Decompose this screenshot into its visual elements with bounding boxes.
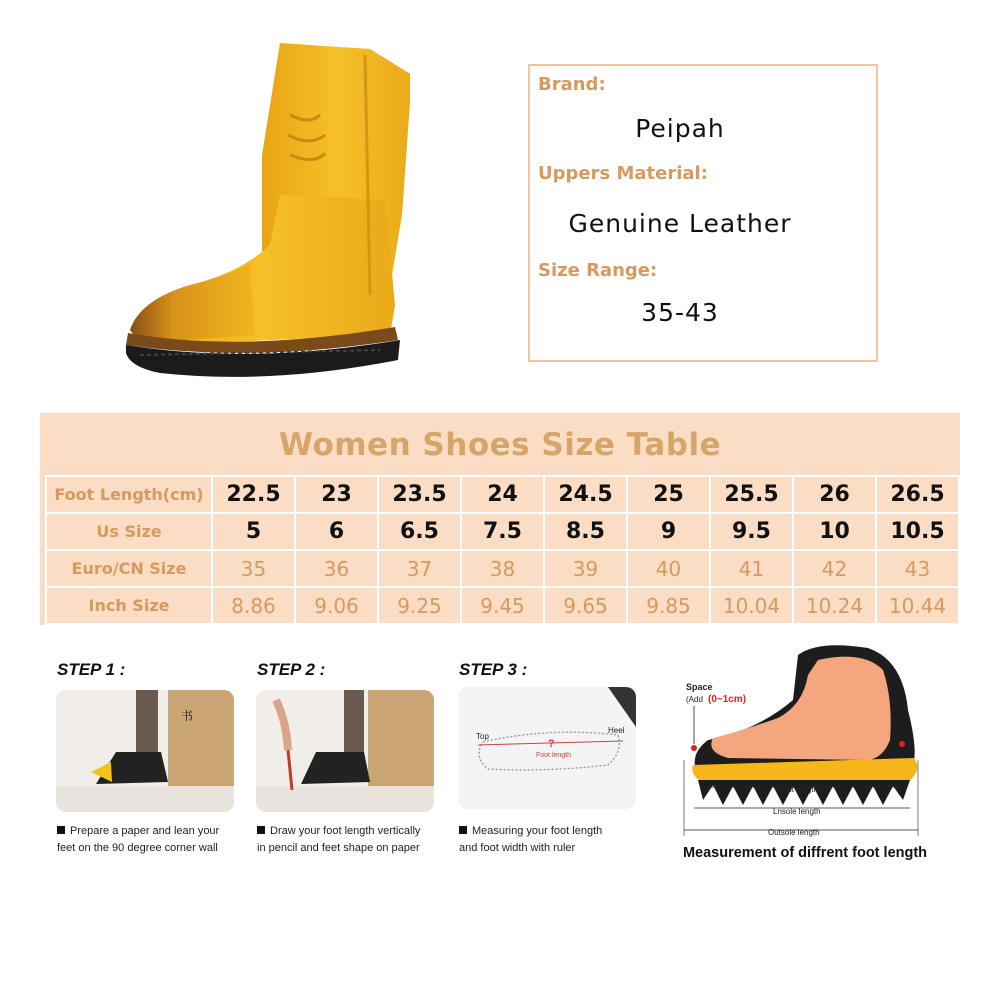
step-2-line2: in pencil and feet shape on paper — [257, 842, 420, 854]
table-cell: 5 — [212, 513, 295, 550]
table-cell: 23 — [295, 476, 378, 513]
table-row — [46, 513, 959, 550]
material-value: Genuine Leather — [568, 209, 792, 238]
table-cell: 25.5 — [710, 476, 793, 513]
step-3-line2: and foot width with ruler — [459, 842, 576, 854]
bullet-icon — [257, 826, 265, 834]
table-cell: 10.04 — [710, 587, 793, 624]
table-cell: 6 — [295, 513, 378, 550]
size-range-value: 35-43 — [641, 298, 719, 327]
table-cell: 42 — [793, 550, 876, 587]
foot-diagram-caption: Measurement of diffrent foot length — [682, 845, 928, 861]
step-3-heel-label: Heel — [608, 726, 625, 735]
table-row — [46, 587, 959, 624]
size-table-title: Women Shoes Size Table — [278, 427, 722, 463]
table-cell: 39 — [544, 550, 627, 587]
table-cell: 37 — [378, 550, 461, 587]
table-cell: 9.06 — [295, 587, 378, 624]
step-3-title: STEP 3 : — [459, 660, 528, 679]
bullet-icon — [57, 826, 65, 834]
step-3-top-label: Top — [476, 732, 489, 741]
insole-length-label: Lnsole length — [773, 807, 821, 816]
step-1-title: STEP 1 : — [57, 660, 126, 679]
table-cell: 23.5 — [378, 476, 461, 513]
table-cell: 43 — [876, 550, 959, 587]
outsole-length-label: Outsole length — [768, 828, 820, 837]
bullet-icon — [459, 826, 467, 834]
product-info-box — [528, 64, 878, 362]
table-cell: 26 — [793, 476, 876, 513]
foot-measurement-diagram — [668, 640, 938, 850]
table-cell: 26.5 — [876, 476, 959, 513]
size-table-grid — [45, 475, 960, 625]
table-cell: 9.45 — [461, 587, 544, 624]
size-range-label: Size Range: — [538, 260, 658, 281]
row-label: Euro/CN Size — [46, 550, 212, 587]
table-cell: 10.24 — [793, 587, 876, 624]
step-3-line1: Measuring your foot length — [472, 825, 603, 837]
step-2-photo — [256, 690, 434, 812]
brand-value: Peipah — [635, 114, 725, 143]
table-cell: 35 — [212, 550, 295, 587]
step-2-line1: Draw your foot length vertically — [270, 825, 421, 837]
row-label: Us Size — [46, 513, 212, 550]
table-cell: 10.44 — [876, 587, 959, 624]
step-1-caption — [57, 823, 247, 857]
step-3-photo — [458, 687, 636, 809]
table-cell: 10 — [793, 513, 876, 550]
table-cell: 9.25 — [378, 587, 461, 624]
step-1-photo — [56, 690, 234, 812]
table-cell: 10.5 — [876, 513, 959, 550]
table-cell: 9.65 — [544, 587, 627, 624]
step-3-caption — [459, 823, 649, 857]
add-label: (Add — [686, 695, 703, 704]
brand-label: Brand: — [538, 74, 606, 95]
table-row — [46, 476, 959, 513]
step-1-line2: feet on the 90 degree corner wall — [57, 842, 218, 854]
step-2-caption — [257, 823, 447, 857]
space-label: Space — [686, 682, 713, 692]
table-cell: 7.5 — [461, 513, 544, 550]
table-row — [46, 550, 959, 587]
row-label: Foot Length(cm) — [46, 476, 212, 513]
svg-text:书: 书 — [181, 709, 194, 723]
table-cell: 9.5 — [710, 513, 793, 550]
table-cell: 40 — [627, 550, 710, 587]
table-cell: 6.5 — [378, 513, 461, 550]
step-1-line1: Prepare a paper and lean your — [70, 825, 220, 837]
foot-length-label: Foot length — [778, 785, 819, 794]
table-cell: 8.86 — [212, 587, 295, 624]
boot-image — [120, 35, 410, 380]
row-label: Inch Size — [46, 587, 212, 624]
table-cell: 22.5 — [212, 476, 295, 513]
table-cell: 9.85 — [627, 587, 710, 624]
material-label: Uppers Material: — [538, 163, 708, 184]
table-cell: 9 — [627, 513, 710, 550]
step-3-foot-length-label: Foot length — [536, 752, 572, 759]
table-cell: 41 — [710, 550, 793, 587]
step-2-title: STEP 2 : — [257, 660, 326, 679]
table-cell: 36 — [295, 550, 378, 587]
add-range-label: (0~1cm) — [708, 694, 747, 705]
size-table — [40, 413, 960, 625]
table-cell: 24.5 — [544, 476, 627, 513]
table-cell: 24 — [461, 476, 544, 513]
table-cell: 25 — [627, 476, 710, 513]
table-cell: 8.5 — [544, 513, 627, 550]
table-cell: 38 — [461, 550, 544, 587]
step-3-mark: ? — [548, 738, 555, 750]
